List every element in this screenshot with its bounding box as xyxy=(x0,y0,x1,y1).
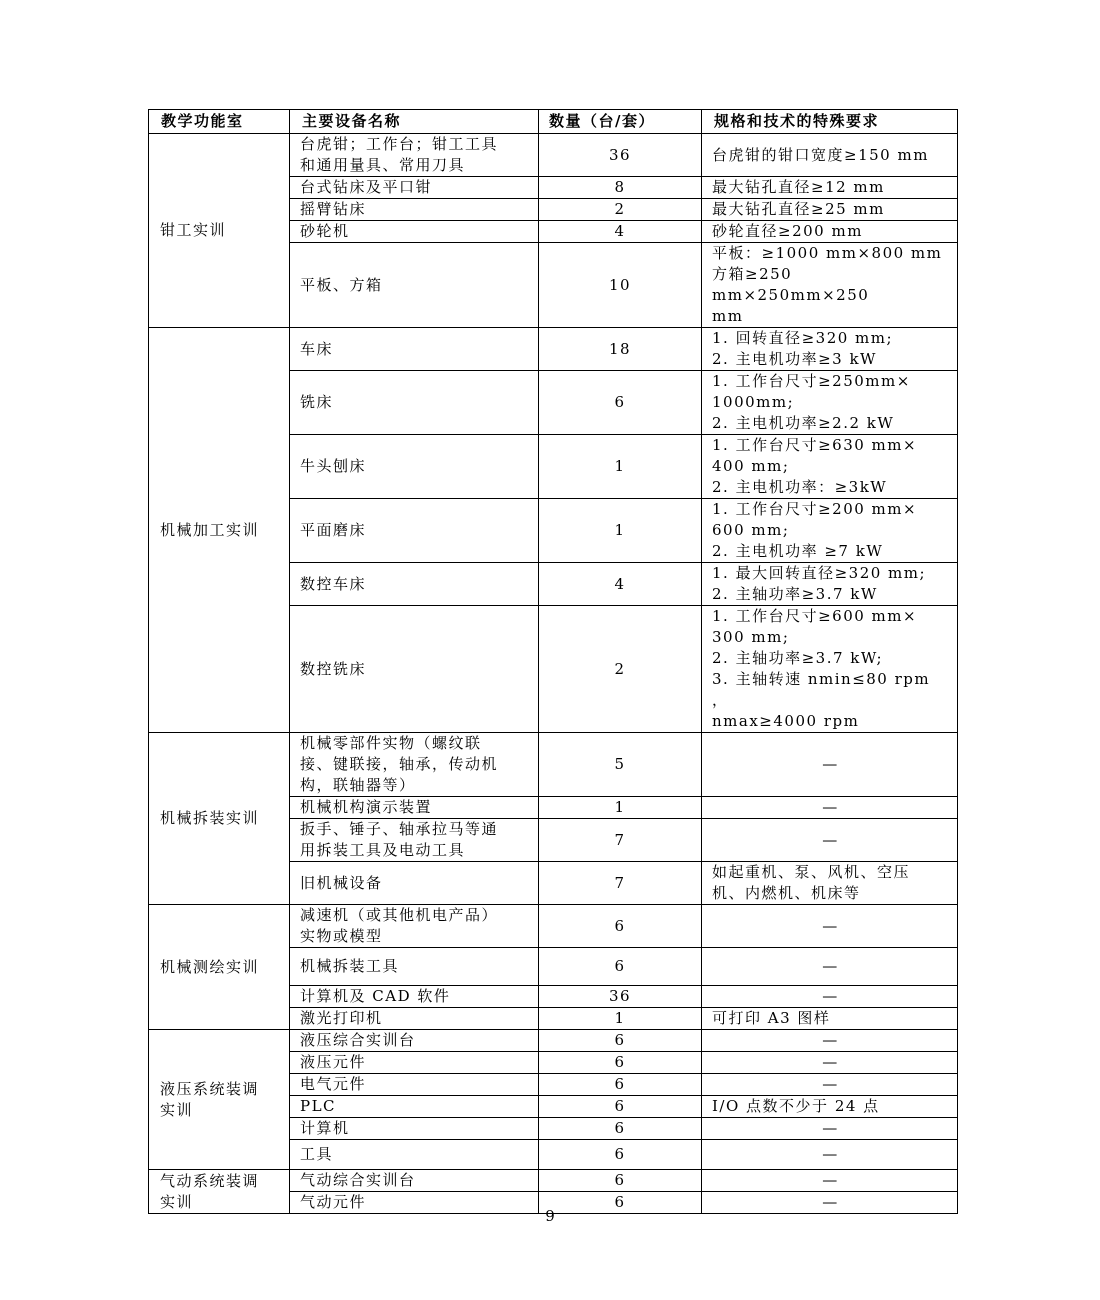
quantity-cell: 6 xyxy=(539,1118,702,1140)
quantity-cell: 6 xyxy=(539,1192,702,1214)
spec-cell: 1. 工作台尺寸≥600 mm× 300 mm; 2. 主轴功率≥3.7 kW; 3. 主轴转速 nmin≤80 rpm ， nmax≥4000 rpm xyxy=(702,606,958,733)
room-cell: 气动系统装调 实训 xyxy=(149,1170,290,1214)
equipment-name-cell: 砂轮机 xyxy=(290,221,539,243)
quantity-cell: 6 xyxy=(539,1096,702,1118)
room-cell: 机械拆装实训 xyxy=(149,733,290,905)
spec-cell: 1. 最大回转直径≥320 mm; 2. 主轴功率≥3.7 kW xyxy=(702,563,958,606)
equipment-name-cell: 台式钻床及平口钳 xyxy=(290,177,539,199)
quantity-cell: 1 xyxy=(539,797,702,819)
page-number: 9 xyxy=(545,1207,555,1225)
spec-cell: 台虎钳的钳口宽度≥150 mm xyxy=(702,134,958,177)
spec-cell: 1. 工作台尺寸≥250mm× 1000mm; 2. 主电机功率≥2.2 kW xyxy=(702,371,958,435)
quantity-cell: 36 xyxy=(539,986,702,1008)
equipment-name-cell: 台虎钳；工作台；钳工工具 和通用量具、常用刀具 xyxy=(290,134,539,177)
equipment-name-cell: 液压元件 xyxy=(290,1052,539,1074)
header-spec: 规格和技术的特殊要求 xyxy=(702,110,958,134)
equipment-name-cell: 计算机 xyxy=(290,1118,539,1140)
equipment-name-cell: 气动元件 xyxy=(290,1192,539,1214)
equipment-name-cell: 平面磨床 xyxy=(290,499,539,563)
quantity-cell: 2 xyxy=(539,606,702,733)
quantity-cell: 5 xyxy=(539,733,702,797)
equipment-name-cell: 车床 xyxy=(290,328,539,371)
quantity-cell: 1 xyxy=(539,499,702,563)
quantity-cell: 2 xyxy=(539,199,702,221)
quantity-cell: 18 xyxy=(539,328,702,371)
header-equipment-name: 主要设备名称 xyxy=(290,110,539,134)
table-row xyxy=(149,733,958,797)
spec-cell: 最大钻孔直径≥12 mm xyxy=(702,177,958,199)
table-row xyxy=(149,328,958,371)
spec-cell: 砂轮直径≥200 mm xyxy=(702,221,958,243)
equipment-name-cell: 液压综合实训台 xyxy=(290,1030,539,1052)
spec-cell: I/O 点数不少于 24 点 xyxy=(702,1096,958,1118)
spec-cell: 最大钻孔直径≥25 mm xyxy=(702,199,958,221)
quantity-cell: 6 xyxy=(539,371,702,435)
table-row xyxy=(149,1170,958,1192)
quantity-cell: 6 xyxy=(539,1030,702,1052)
spec-cell: — xyxy=(702,905,958,948)
room-cell: 机械测绘实训 xyxy=(149,905,290,1030)
equipment-name-cell: 工具 xyxy=(290,1140,539,1170)
spec-cell: — xyxy=(702,797,958,819)
equipment-name-cell: 摇臂钻床 xyxy=(290,199,539,221)
equipment-name-cell: 牛头刨床 xyxy=(290,435,539,499)
quantity-cell: 6 xyxy=(539,905,702,948)
equipment-name-cell: 扳手、锤子、轴承拉马等通 用拆装工具及电动工具 xyxy=(290,819,539,862)
equipment-name-cell: 电气元件 xyxy=(290,1074,539,1096)
spec-cell: — xyxy=(702,1052,958,1074)
spec-cell: — xyxy=(702,819,958,862)
spec-cell: 可打印 A3 图样 xyxy=(702,1008,958,1030)
quantity-cell: 4 xyxy=(539,563,702,606)
quantity-cell: 8 xyxy=(539,177,702,199)
quantity-cell: 4 xyxy=(539,221,702,243)
quantity-cell: 6 xyxy=(539,1074,702,1096)
spec-cell: — xyxy=(702,733,958,797)
equipment-name-cell: 机械机构演示装置 xyxy=(290,797,539,819)
room-cell: 机械加工实训 xyxy=(149,328,290,733)
header-room: 教学功能室 xyxy=(149,110,290,134)
quantity-cell: 7 xyxy=(539,862,702,905)
header-row xyxy=(149,110,958,134)
spec-cell: — xyxy=(702,1192,958,1214)
quantity-cell: 6 xyxy=(539,1052,702,1074)
equipment-name-cell: 机械拆装工具 xyxy=(290,948,539,986)
equipment-table xyxy=(148,109,958,1214)
table-row xyxy=(149,905,958,948)
header-quantity: 数量（台/套） xyxy=(539,110,702,134)
quantity-cell: 1 xyxy=(539,435,702,499)
room-cell: 钳工实训 xyxy=(149,134,290,328)
table-row xyxy=(149,134,958,177)
table-body xyxy=(149,134,958,1214)
equipment-name-cell: 机械零部件实物（螺纹联 接、键联接，轴承，传动机 构，联轴器等） xyxy=(290,733,539,797)
spec-cell: 如起重机、泵、风机、空压 机、内燃机、机床等 xyxy=(702,862,958,905)
spec-cell: 平板：≥1000 mm×800 mm 方箱≥250 mm×250mm×250 mm xyxy=(702,243,958,328)
equipment-name-cell: PLC xyxy=(290,1096,539,1118)
quantity-cell: 10 xyxy=(539,243,702,328)
quantity-cell: 6 xyxy=(539,1140,702,1170)
spec-cell: — xyxy=(702,948,958,986)
quantity-cell: 1 xyxy=(539,1008,702,1030)
table-row xyxy=(149,1030,958,1052)
equipment-name-cell: 激光打印机 xyxy=(290,1008,539,1030)
equipment-name-cell: 计算机及 CAD 软件 xyxy=(290,986,539,1008)
equipment-name-cell: 旧机械设备 xyxy=(290,862,539,905)
quantity-cell: 36 xyxy=(539,134,702,177)
spec-cell: — xyxy=(702,1170,958,1192)
equipment-name-cell: 减速机（或其他机电产品） 实物或模型 xyxy=(290,905,539,948)
quantity-cell: 7 xyxy=(539,819,702,862)
spec-cell: 1. 回转直径≥320 mm; 2. 主电机功率≥3 kW xyxy=(702,328,958,371)
quantity-cell: 6 xyxy=(539,1170,702,1192)
room-cell: 液压系统装调 实训 xyxy=(149,1030,290,1170)
spec-cell: 1. 工作台尺寸≥630 mm× 400 mm; 2. 主电机功率：≥3kW xyxy=(702,435,958,499)
equipment-name-cell: 数控车床 xyxy=(290,563,539,606)
spec-cell: 1. 工作台尺寸≥200 mm× 600 mm; 2. 主电机功率 ≥7 kW xyxy=(702,499,958,563)
spec-cell: — xyxy=(702,1030,958,1052)
spec-cell: — xyxy=(702,986,958,1008)
spec-cell: — xyxy=(702,1118,958,1140)
equipment-name-cell: 铣床 xyxy=(290,371,539,435)
equipment-name-cell: 平板、方箱 xyxy=(290,243,539,328)
spec-cell: — xyxy=(702,1074,958,1096)
equipment-name-cell: 数控铣床 xyxy=(290,606,539,733)
spec-cell: — xyxy=(702,1140,958,1170)
equipment-name-cell: 气动综合实训台 xyxy=(290,1170,539,1192)
quantity-cell: 6 xyxy=(539,948,702,986)
